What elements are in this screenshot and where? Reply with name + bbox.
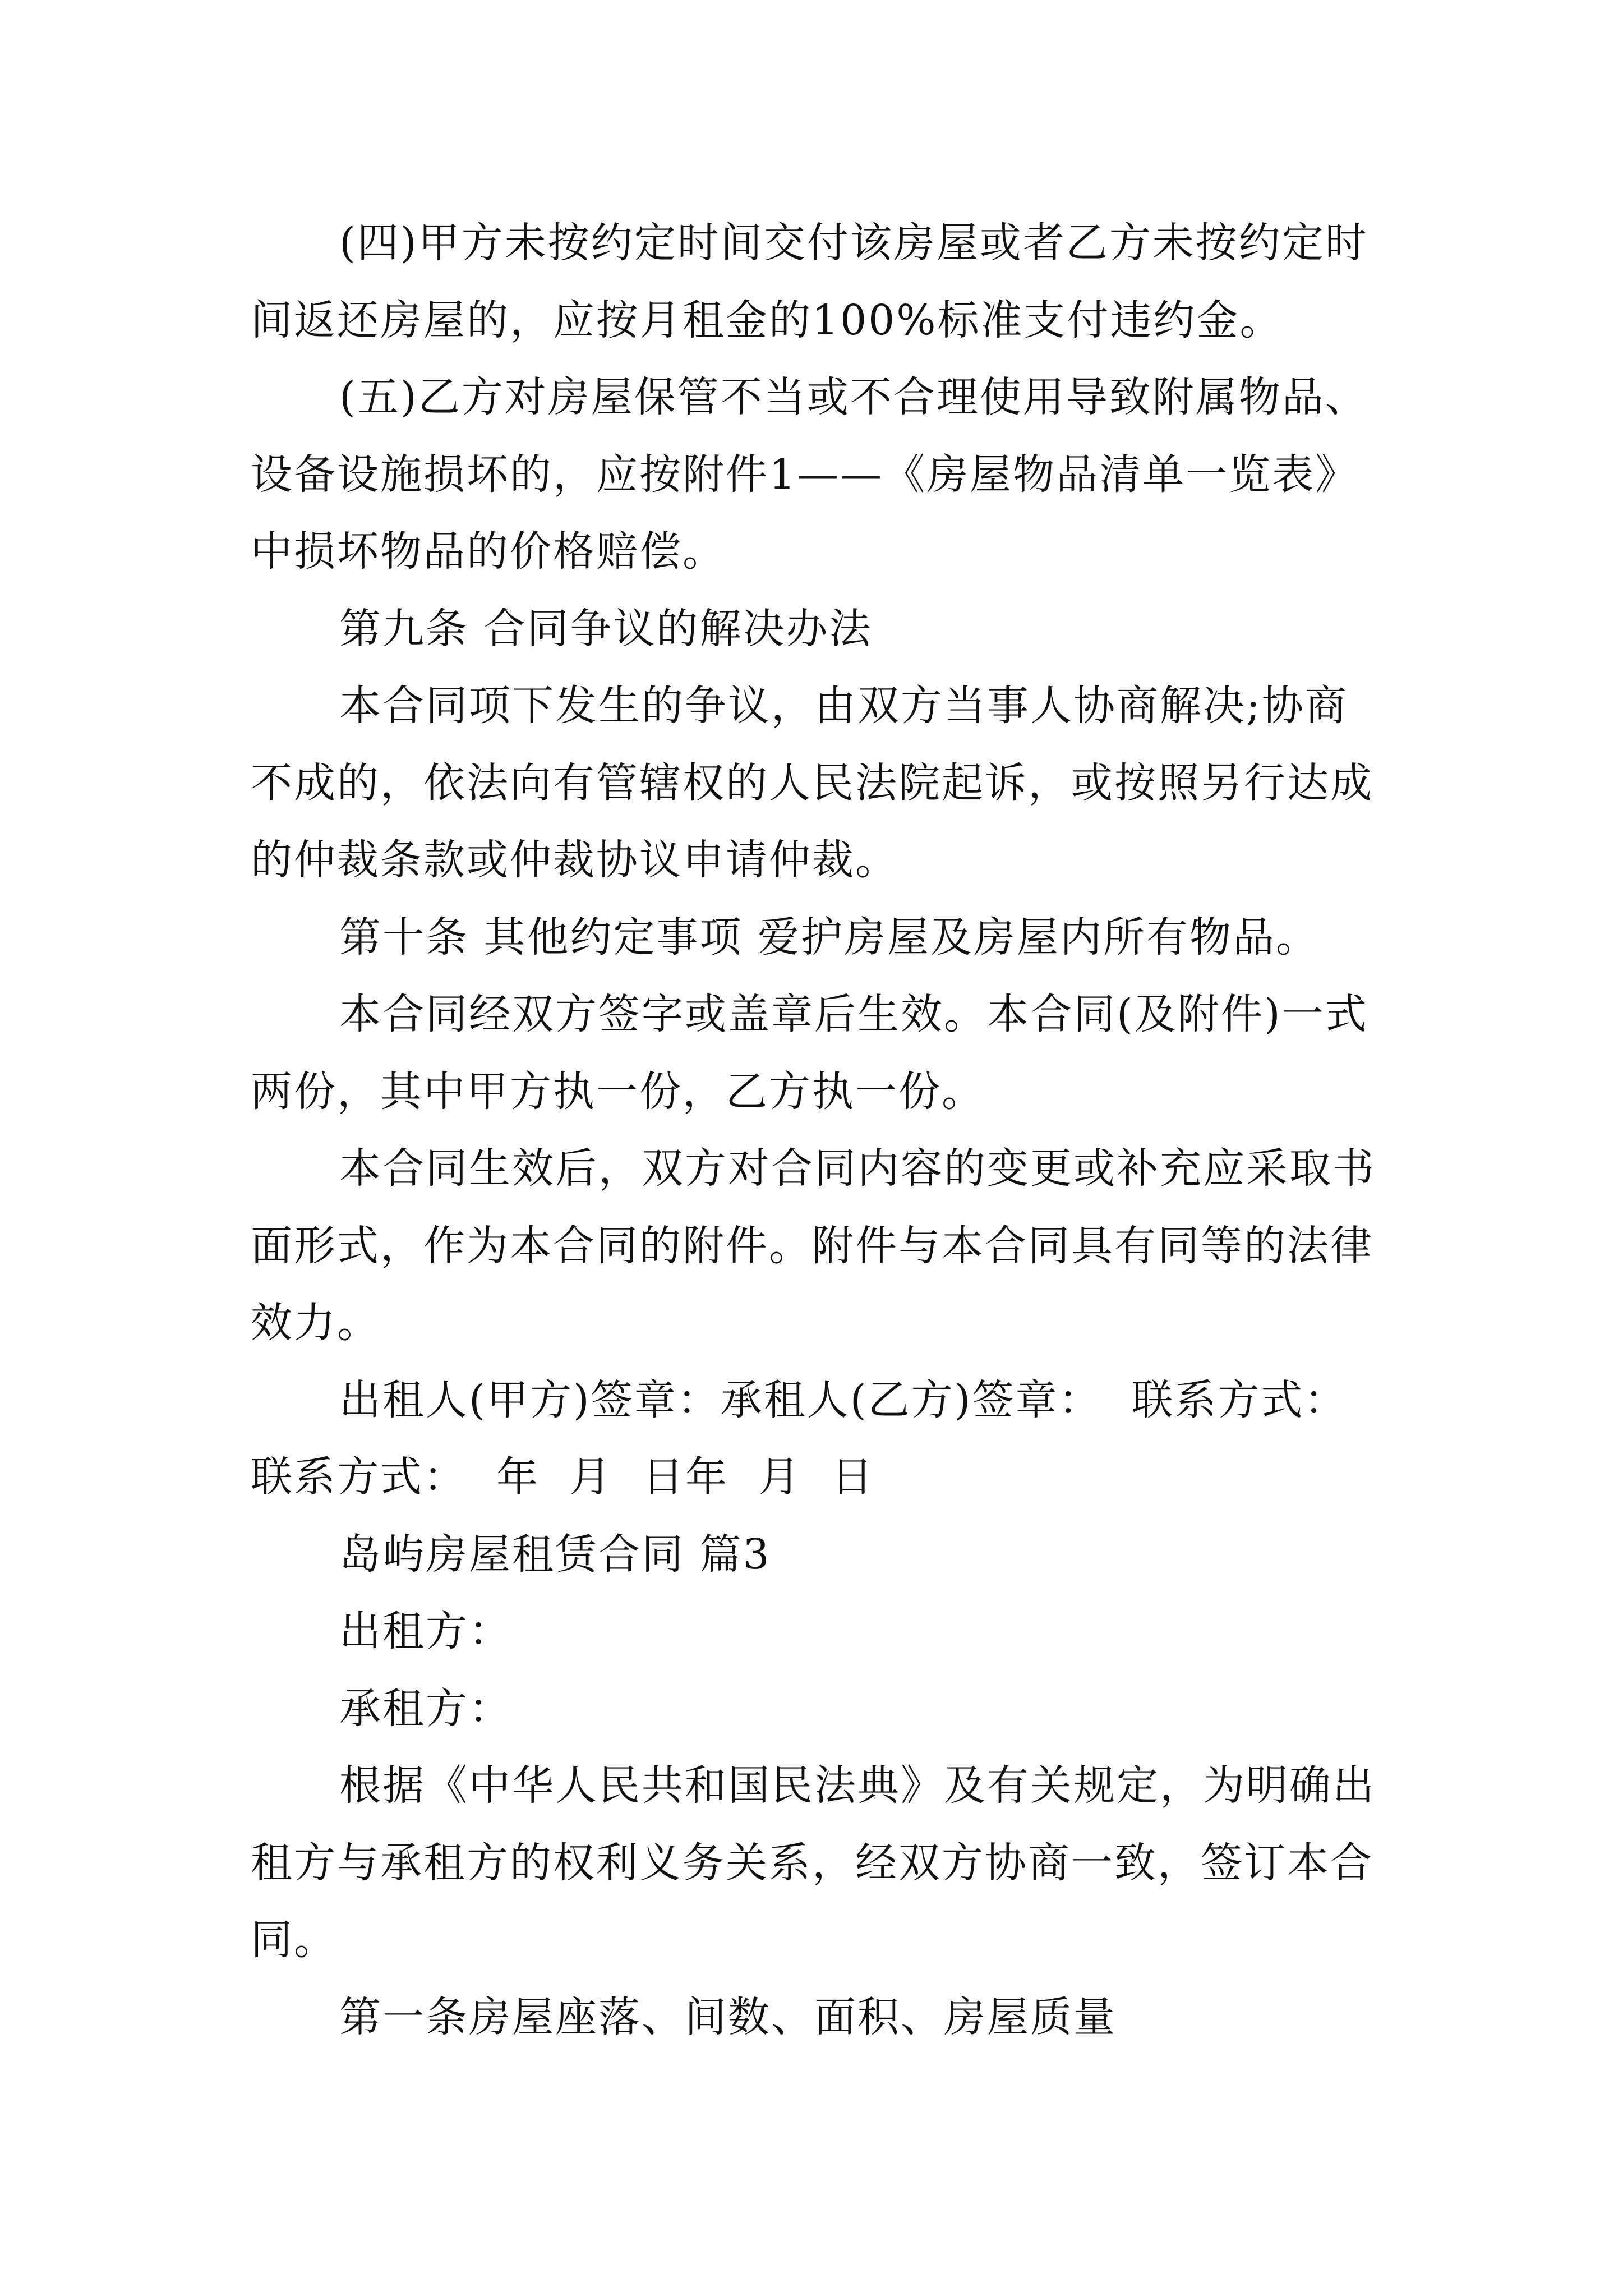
paragraph-line: 根据《中华人民共和国民法典》及有关规定，为明确出: [339, 1761, 1376, 1810]
article-heading-line: 第一条房屋座落、间数、面积、房屋质量: [339, 1993, 1117, 2041]
contract-title-line: 岛屿房屋租赁合同 篇3: [339, 1530, 771, 1579]
signature-date-line: 联系方式： 年 月 日年 月 日: [251, 1453, 875, 1501]
lessor-field: [251, 1593, 1440, 1671]
paragraph-line: 不成的，依法向有管辖权的人民法院起诉，或按照另行达成: [251, 758, 1373, 807]
signature-line: 出租人(甲方)签章：承租人(乙方)签章： 联系方式：: [339, 1375, 1348, 1424]
article-heading-9: [251, 591, 1440, 668]
paragraph-default-delivery-penalty: [251, 205, 1440, 359]
paragraph-line: 租方与承租方的权利义务关系，经双方协商一致，签订本合: [251, 1838, 1373, 1887]
article-heading-1: [251, 1979, 1440, 2056]
document-body: [251, 205, 1440, 2056]
article-heading-line: 第九条 合同争议的解决办法: [339, 604, 873, 653]
paragraph-line: 的仲裁条款或仲裁协议申请仲裁。: [251, 836, 898, 884]
paragraph-dispute-resolution: [251, 668, 1440, 899]
paragraph-line: 同。: [251, 1916, 337, 1964]
paragraph-line: 本合同项下发生的争议，由双方当事人协商解决;协商: [339, 682, 1348, 730]
lessee-field: [251, 1671, 1440, 1748]
paragraph-damage-compensation: [251, 359, 1440, 591]
paragraph-line: (五)乙方对房屋保管不当或不合理使用导致附属物品、: [339, 373, 1368, 421]
paragraph-amendments: [251, 1130, 1440, 1362]
article-heading-line: 第十条 其他约定事项 爱护房屋及房屋内所有物品。: [339, 913, 1320, 961]
lessor-label: 出租方：: [339, 1607, 512, 1655]
paragraph-line: (四)甲方未按约定时间交付该房屋或者乙方未按约定时: [339, 219, 1368, 267]
paragraph-line: 设备设施损坏的，应按附件1——《房屋物品清单一览表》: [251, 450, 1359, 499]
lessee-label: 承租方：: [339, 1684, 512, 1733]
paragraph-effectiveness: [251, 976, 1440, 1130]
paragraph-line: 面形式，作为本合同的附件。附件与本合同具有同等的法律: [251, 1221, 1373, 1270]
paragraph-preamble: [251, 1747, 1440, 1979]
article-heading-10: [251, 899, 1440, 977]
paragraph-line: 两份，其中甲方执一份，乙方执一份。: [251, 1067, 985, 1116]
paragraph-line: 效力。: [251, 1299, 380, 1347]
contract-title: [251, 1516, 1440, 1594]
paragraph-line: 间返还房屋的，应按月租金的100%标准支付违约金。: [251, 296, 1283, 344]
paragraph-line: 本合同经双方签字或盖章后生效。本合同(及附件)一式: [339, 990, 1368, 1038]
paragraph-line: 本合同生效后，双方对合同内容的变更或补充应采取书: [339, 1144, 1376, 1193]
signature-block: [251, 1362, 1440, 1516]
paragraph-line: 中损坏物品的价格赔偿。: [251, 527, 726, 576]
